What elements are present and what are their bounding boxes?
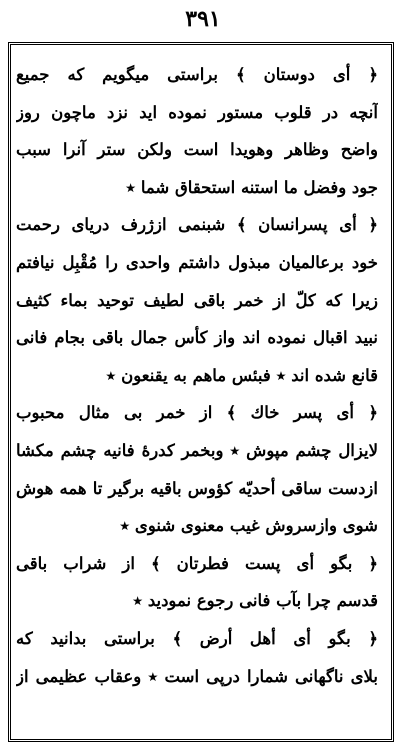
text-line: قدسم چرا بآب فانی رجوع نمودید ٭ <box>133 591 378 611</box>
text-body <box>16 56 378 695</box>
text-line: آنچه در قلوب مستور نموده اید نزد ماچون روز <box>16 102 378 122</box>
text-line: ﴿ أی پسر خاك ﴾ از خمر بی مثال محبوب <box>16 403 378 423</box>
text-line: جود وفضل ما استنه استحقاق شما ٭ <box>126 177 378 197</box>
text-line: شوی وازسروش غیب معنوی شنوی ٭ <box>120 516 378 536</box>
text-line: ازدست ساقی أحدیّه کؤوس باقیه برگیر تا همه هوش <box>16 478 378 498</box>
text-line: لایزال چشم مپوش ٭ وبخمر کدرهٔ فانیه چشم مکشا <box>16 440 378 460</box>
page-number: ٣٩١ <box>185 6 221 32</box>
text-line: بلای ناگهانی شمارا درپی است ٭ وعقاب عظیمی از <box>16 666 378 686</box>
text-line: ﴿ بگو أی پست فطرتان ﴾ از شراب باقی <box>16 553 378 573</box>
text-line: ﴿ أی دوستان ﴾ براستی میگویم که جمیع <box>16 65 378 84</box>
text-line: قانع شده اند ٭ فبئس ماهم به یقنعون ٭ <box>106 365 378 385</box>
text-line: نبید اقبال نموده اند واز کأس جمال باقی بجام فانی <box>16 328 378 348</box>
text-line: زیرا که کلّ از خمر باقی لطیف توحید بماء کثیف <box>16 290 378 310</box>
text-line: خود برعالمیان مبذول داشتم واحدی را مُقْبِل نیافتم <box>16 252 378 272</box>
text-line: ﴿ بگو أی أهل أرض ﴾ براستی بدانید که <box>16 628 378 648</box>
text-line: واضح وظاهر وهویدا است ولکن ستر آنرا سبب <box>16 140 378 160</box>
text-line: ﴿ أی پسرانسان ﴾ شبنمی ازژرف دریای رحمت <box>16 215 378 235</box>
